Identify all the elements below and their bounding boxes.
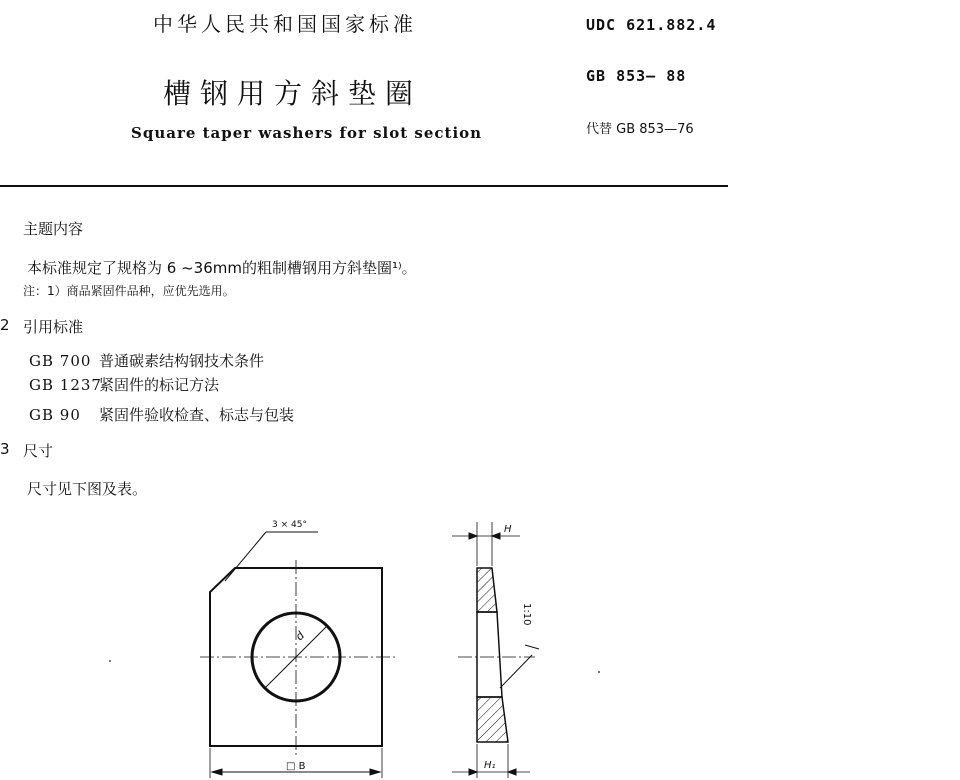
section-3-number: 3 [0,440,10,458]
reference-code: GB 1237 [29,376,102,394]
washer-side-view [452,522,539,778]
width-label: □ B [286,761,306,772]
gb-number: GB 853— 88 [586,67,687,85]
washer-front-view [200,532,395,778]
reference-code: GB 90 [29,406,81,424]
chamfer-label: 3 × 45° [272,520,307,530]
section-2-heading: 引用标准 [23,318,84,336]
section-3-text: 尺寸见下图及表。 [27,480,148,498]
thickness-bottom-label: H₁ [484,760,496,771]
udc-code: UDC 621.882.4 [586,16,717,34]
national-standard-label: 中华人民共和国国家标准 [153,12,417,36]
reference-title: 紧固件验收检查、标志与包装 [99,406,295,424]
section-2-number: 2 [0,316,10,334]
reference-title: 普通碳素结构钢技术条件 [99,352,265,370]
standard-title-cn: 槽钢用方斜垫圈 [163,77,423,110]
slope-label: 1:10 [521,603,532,626]
section-1-heading: 主题内容 [23,220,84,238]
reference-title: 紧固件的标记方法 [99,376,220,394]
section-3-heading: 尺寸 [23,442,54,460]
reference-code: GB 700 [29,352,92,370]
replaces-standard: 代替 GB 853—76 [586,122,694,137]
section-1-note: 注：1）商品紧固件品种，应优先选用。 [23,284,235,298]
standard-title-en: Square taper washers for slot section [131,124,483,142]
diameter-label: d [292,628,308,644]
thickness-label: H [504,524,512,535]
section-1-text: 本标准规定了规格为 6 ~36mm的粗制槽钢用方斜垫圈¹⁾。 [27,259,417,277]
